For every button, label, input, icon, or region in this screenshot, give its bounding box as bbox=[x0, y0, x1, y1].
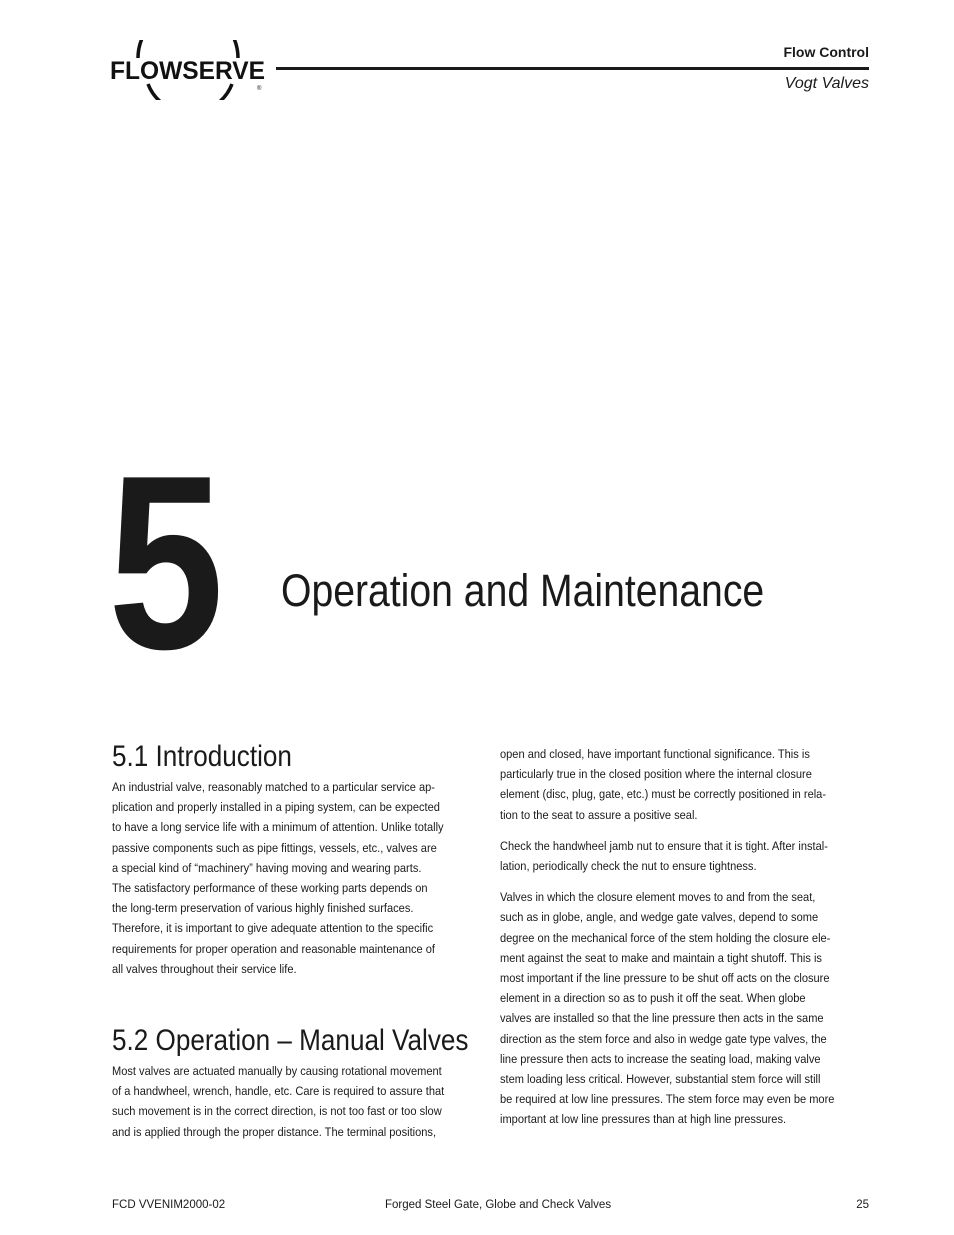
text-line: degree on the mechanical force of the stem holding the closure ele- bbox=[500, 930, 831, 945]
text-line: line pressure then acts to increase the seating load, making valve bbox=[500, 1051, 821, 1066]
text-line: Therefore, it is important to give adequate attention to the specific bbox=[112, 921, 434, 936]
svg-text:FLOWSERVE: FLOWSERVE bbox=[110, 57, 265, 85]
text-line: tion to the seat to assure a positive seal. bbox=[500, 807, 698, 822]
text-line: Valves in which the closure element moves to and from the seat, bbox=[500, 890, 816, 905]
svg-text:®: ® bbox=[257, 86, 262, 92]
text-line: to have a long service life with a minimum of attention. Unlike totally bbox=[112, 820, 444, 835]
text-line: passive components such as pipe fittings, vessels, etc., valves are bbox=[112, 840, 437, 855]
text-line: Most valves are actuated manually by causing rotational movement bbox=[112, 1064, 442, 1079]
text-line: plication and properly installed in a piping system, can be expected bbox=[112, 800, 440, 815]
chapter-title: Operation and Maintenance bbox=[281, 565, 765, 616]
text-line: direction as the stem force and also in wedge gate type valves, the bbox=[500, 1031, 827, 1046]
header-company: Flow Control bbox=[783, 44, 869, 60]
text-line: all valves throughout their service life. bbox=[112, 961, 297, 976]
footer-page-number: 25 bbox=[856, 1199, 869, 1211]
chapter-number: 5 bbox=[108, 423, 219, 701]
text-line: requirements for proper operation and reasonable maintenance of bbox=[112, 941, 436, 956]
text-line: Check the handwheel jamb nut to ensure that it is tight. After instal- bbox=[500, 838, 828, 853]
text-line: valves are installed so that the line pressure then acts in the same bbox=[500, 1011, 824, 1026]
text-line: important at low line pressures than at high line pressures. bbox=[500, 1112, 787, 1127]
footer-doc-code: FCD VVENIM2000-02 bbox=[112, 1199, 226, 1211]
header-rule bbox=[276, 67, 869, 70]
text-line: be required at low line pressures. The stem force may even be more bbox=[500, 1092, 835, 1107]
text-line: such movement is in the correct direction, is not too fast or too slow bbox=[112, 1104, 442, 1119]
text-line: stem loading less critical. However, substantial stem force will still bbox=[500, 1072, 821, 1087]
footer-doc-title: Forged Steel Gate, Globe and Check Valves bbox=[385, 1199, 612, 1211]
text-line: element (disc, plug, gate, etc.) must be correctly positioned in rela- bbox=[500, 787, 827, 802]
flowserve-logo bbox=[110, 40, 270, 100]
left-column bbox=[112, 742, 484, 1153]
right-paragraph-1 bbox=[500, 744, 872, 825]
operation-paragraph bbox=[112, 1061, 484, 1142]
text-line: and is applied through the proper distance. The terminal positions, bbox=[112, 1124, 437, 1139]
section-heading-introduction: 5.1 Introduction bbox=[112, 740, 292, 773]
flowserve-logo-graphic bbox=[110, 40, 270, 100]
text-line: the long-term preservation of various highly finished surfaces. bbox=[112, 901, 414, 916]
text-line: The satisfactory performance of these working parts depends on bbox=[112, 881, 428, 896]
text-line: of a handwheel, wrench, handle, etc. Care is required to assure that bbox=[112, 1084, 445, 1099]
text-line: An industrial valve, reasonably matched to a particular service ap- bbox=[112, 780, 435, 794]
text-line: ment against the seat to make and maintain a tight shutoff. This is bbox=[500, 950, 822, 965]
right-paragraph-2 bbox=[500, 836, 872, 876]
text-line: open and closed, have important functional significance. This is bbox=[500, 747, 810, 761]
right-column bbox=[500, 744, 872, 1141]
text-line: a special kind of “machinery” having moving and wearing parts. bbox=[112, 860, 422, 875]
text-line: particularly true in the closed position where the internal closure bbox=[500, 767, 812, 782]
header-division: Vogt Valves bbox=[784, 75, 869, 92]
text-line: lation, periodically check the nut to ensure tightness. bbox=[500, 859, 757, 874]
text-line: element in a direction so as to push it off the seat. When globe bbox=[500, 991, 806, 1006]
text-line: most important if the line pressure to be shut off acts on the closure bbox=[500, 971, 830, 986]
introduction-paragraph bbox=[112, 777, 484, 979]
right-paragraph-3 bbox=[500, 887, 872, 1129]
section-heading-operation-manual-valves: 5.2 Operation – Manual Valves bbox=[112, 1024, 469, 1058]
text-line: such as in globe, angle, and wedge gate valves, depend to some bbox=[500, 910, 819, 925]
